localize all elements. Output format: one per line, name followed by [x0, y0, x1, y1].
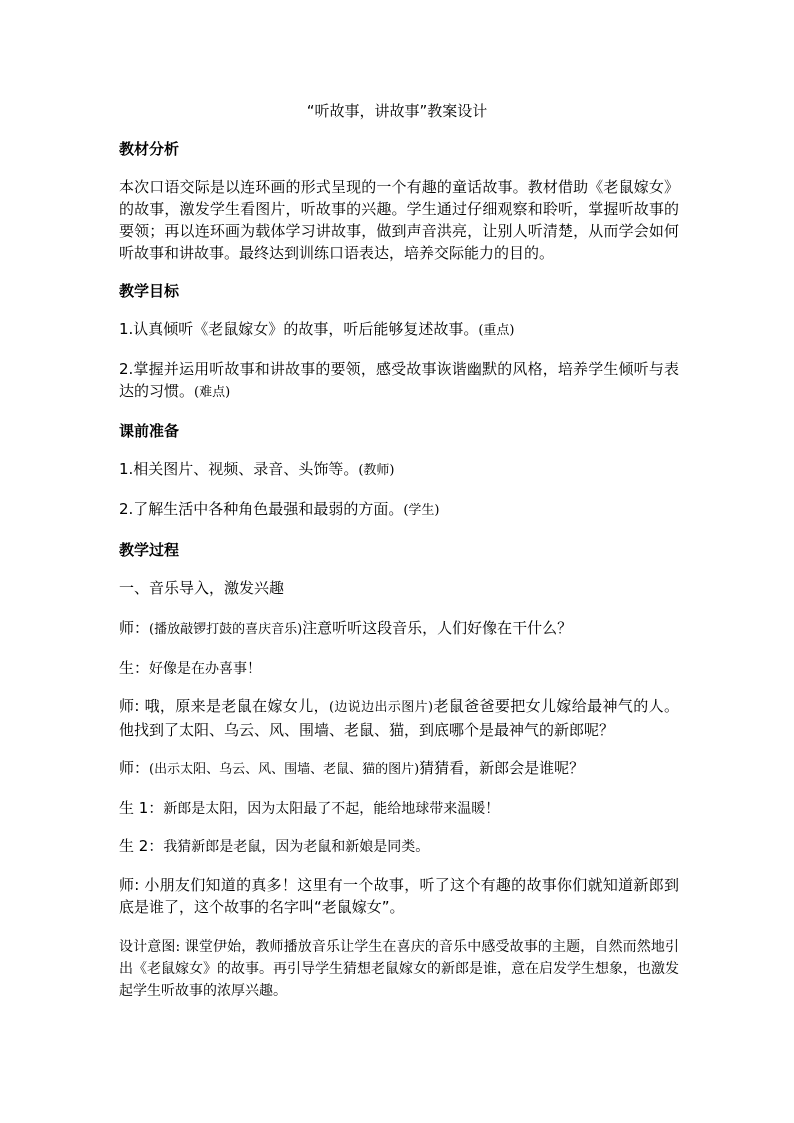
- dialogue-text: 新郎是太阳，因为太阳最了不起，能给地球带来温暖！: [163, 801, 500, 817]
- dialogue-text: 小朋友们知道的真多！这里有一个故事，听了这个有趣的故事你们就知道新郎到底是谁了，这个故事的名字叫“老鼠嫁女”。: [119, 876, 679, 916]
- stage-direction: (出示太阳、乌云、风、围墙、老鼠、猫的图片): [149, 762, 420, 777]
- dialogue-teacher-4: [119, 874, 679, 918]
- speaker-label: 生 1：: [119, 799, 164, 817]
- material-analysis-paragraph: 本次口语交际是以连环画的形式呈现的一个有趣的童话故事。教材借助《老鼠嫁女》的故事，激发学生看图片，听故事的兴趣。学生通过仔细观察和聆听，掌握听故事的要领；再以连环画为载体学习讲故事，做到声音洪亮，让别人听清楚，从而学会如何听故事和讲故事。最终达到训练口语表达，培养交际能力的目的。: [119, 178, 679, 262]
- design-intent-paragraph: [119, 936, 679, 1002]
- prep-1-note: (教师): [358, 463, 395, 478]
- goal-item-2: [119, 358, 679, 404]
- dialogue-text: 哦，原来是老鼠在嫁女儿，: [144, 697, 329, 715]
- stage-direction: (边说边出示图片): [328, 700, 434, 715]
- dialogue-text: 好像是在办喜事！: [149, 661, 262, 677]
- process-step-1: 一、音乐导入，激发兴趣: [119, 579, 285, 597]
- dialogue-student-1: [119, 657, 679, 680]
- prep-2-text: 2.了解生活中各种角色最强和最弱的方面。: [119, 500, 404, 518]
- section-heading-preparation: 课前准备: [119, 422, 180, 440]
- goal-1-note: (重点): [478, 323, 515, 338]
- prep-item-2: [119, 498, 679, 522]
- goal-2-text: 2.掌握并运用听故事和讲故事的要领，感受故事诙谐幽默的风格，培养学生倾听与表达的习惯。: [119, 360, 679, 400]
- prep-item-1: [119, 458, 679, 482]
- dialogue-student-3: [119, 835, 679, 858]
- dialogue-student-2: [119, 797, 679, 820]
- dialogue-teacher-2: [119, 695, 679, 741]
- dialogue-text: 老鼠爸爸要把女儿嫁给最神气的人。他找到了太阳、乌云、风、围墙、老鼠、猫，到底哪个是最神气的新郎呢？: [119, 697, 679, 739]
- speaker-label: 师：: [119, 759, 150, 777]
- speaker-label: 生：: [119, 659, 150, 677]
- section-heading-material-analysis: 教材分析: [119, 140, 180, 158]
- dialogue-text: 注意听听这段音乐，人们好像在干什么？: [302, 619, 573, 637]
- design-intent-label: 设计意图:: [119, 939, 185, 955]
- dialogue-text: 猜猜看，新郎会是谁呢？: [419, 759, 585, 777]
- speaker-label: 师：: [119, 619, 150, 637]
- speaker-label: 师:: [119, 876, 145, 894]
- speaker-label: 生 2：: [119, 837, 164, 855]
- section-heading-process: 教学过程: [119, 541, 180, 559]
- prep-2-note: (学生): [403, 503, 440, 518]
- dialogue-teacher-1: [119, 617, 679, 641]
- design-intent-text: 课堂伊始，教师播放音乐让学生在喜庆的音乐中感受故事的主题，自然而然地引出《老鼠嫁女》的故事。再引导学生猜想老鼠嫁女的新郎是谁，意在启发学生想象，也激发起学生听故事的浓厚兴趣。: [119, 939, 680, 999]
- page-title: “听故事，讲故事”教案设计: [306, 102, 488, 120]
- prep-1-text: 1.相关图片、视频、录音、头饰等。: [119, 460, 359, 478]
- speaker-label: 师:: [119, 697, 145, 715]
- dialogue-text: 我猜新郎是老鼠，因为老鼠和新娘是同类。: [163, 839, 430, 855]
- stage-direction: (播放敲锣打鼓的喜庆音乐): [149, 622, 303, 637]
- goal-2-note: (难点): [194, 385, 231, 400]
- dialogue-teacher-3: [119, 757, 679, 781]
- goal-1-text: 1.认真倾听《老鼠嫁女》的故事，听后能够复述故事。: [119, 320, 479, 338]
- goal-item-1: [119, 318, 679, 342]
- section-heading-teaching-goals: 教学目标: [119, 282, 180, 300]
